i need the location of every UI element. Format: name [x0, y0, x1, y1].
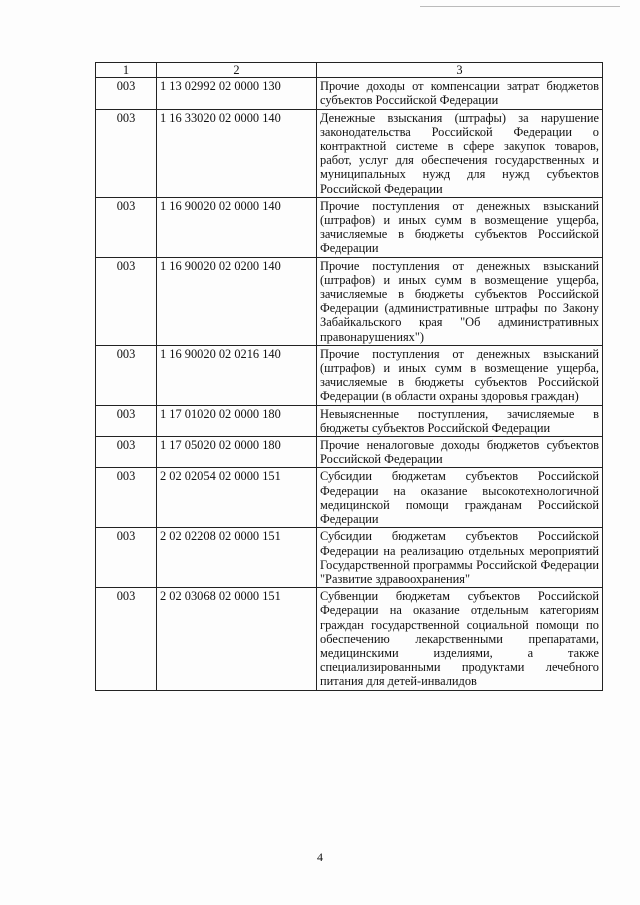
admin-code-cell: 003	[96, 588, 157, 690]
table-row	[96, 528, 603, 588]
admin-code-cell: 003	[96, 468, 157, 528]
column-header-2: 2	[157, 63, 317, 78]
description-cell: Субсидии бюджетам субъектов Российской Федерации на реализацию отдельных мероприятий Государственной программы Российской Федерации "Развитие здравоохранения"	[317, 528, 603, 588]
budget-code-cell: 2 02 02208 02 0000 151	[157, 528, 317, 588]
page-number: 4	[317, 850, 323, 864]
budget-code-cell: 1 16 90020 02 0216 140	[157, 345, 317, 405]
admin-code-cell: 003	[96, 257, 157, 345]
admin-code-cell: 003	[96, 405, 157, 436]
budget-code-cell: 1 13 02992 02 0000 130	[157, 78, 317, 109]
table-row	[96, 197, 603, 257]
description-cell: Денежные взыскания (штрафы) за нарушение законодательства Российской Федерации о контрактной системе в сфере закупок товаров, работ, услуг для обеспечения государственных и муниципальных нужд для нужд субъектов Российской Федерации	[317, 109, 603, 197]
description-cell: Прочие доходы от компенсации затрат бюджетов субъектов Российской Федерации	[317, 78, 603, 109]
top-rule	[420, 6, 620, 7]
admin-code-cell: 003	[96, 528, 157, 588]
description-cell: Прочие поступления от денежных взысканий (штрафов) и иных сумм в возмещение ущерба, зачисляемые в бюджеты субъектов Российской Федерации	[317, 197, 603, 257]
revenue-codes-table	[95, 62, 603, 691]
budget-code-cell: 1 17 01020 02 0000 180	[157, 405, 317, 436]
column-header-3: 3	[317, 63, 603, 78]
budget-code-cell: 2 02 02054 02 0000 151	[157, 468, 317, 528]
description-cell: Прочие поступления от денежных взысканий (штрафов) и иных сумм в возмещение ущерба, зачисляемые в бюджеты субъектов Российской Федерации (административные штрафы по Закону Забайкальского края "Об административных правонарушениях")	[317, 257, 603, 345]
table-row	[96, 468, 603, 528]
description-cell: Субсидии бюджетам субъектов Российской Федерации на оказание высокотехнологичной медицинской помощи гражданам Российской Федерации	[317, 468, 603, 528]
description-cell: Прочие неналоговые доходы бюджетов субъектов Российской Федерации	[317, 437, 603, 468]
table-row	[96, 345, 603, 405]
budget-code-cell: 1 16 90020 02 0000 140	[157, 197, 317, 257]
table-row	[96, 405, 603, 436]
table-row	[96, 257, 603, 345]
budget-code-cell: 1 16 90020 02 0200 140	[157, 257, 317, 345]
admin-code-cell: 003	[96, 345, 157, 405]
budget-code-cell: 1 16 33020 02 0000 140	[157, 109, 317, 197]
admin-code-cell: 003	[96, 197, 157, 257]
description-cell: Субвенции бюджетам субъектов Российской Федерации на оказание отдельным категориям граждан государственной социальной помощи по обеспечению лекарственными препаратами, медицинскими изделиями, а также специализированными продуктами лечебного питания для детей-инвалидов	[317, 588, 603, 690]
table-row	[96, 78, 603, 109]
budget-code-cell: 1 17 05020 02 0000 180	[157, 437, 317, 468]
description-cell: Прочие поступления от денежных взысканий (штрафов) и иных сумм в возмещение ущерба, зачисляемые в бюджеты субъектов Российской Федерации (в области охраны здоровья граждан)	[317, 345, 603, 405]
admin-code-cell: 003	[96, 78, 157, 109]
admin-code-cell: 003	[96, 437, 157, 468]
description-cell: Невыясненные поступления, зачисляемые в бюджеты субъектов Российской Федерации	[317, 405, 603, 436]
table-row	[96, 588, 603, 690]
column-header-1: 1	[96, 63, 157, 78]
header-row	[96, 63, 603, 78]
admin-code-cell: 003	[96, 109, 157, 197]
budget-code-cell: 2 02 03068 02 0000 151	[157, 588, 317, 690]
table-row	[96, 109, 603, 197]
table-row	[96, 437, 603, 468]
